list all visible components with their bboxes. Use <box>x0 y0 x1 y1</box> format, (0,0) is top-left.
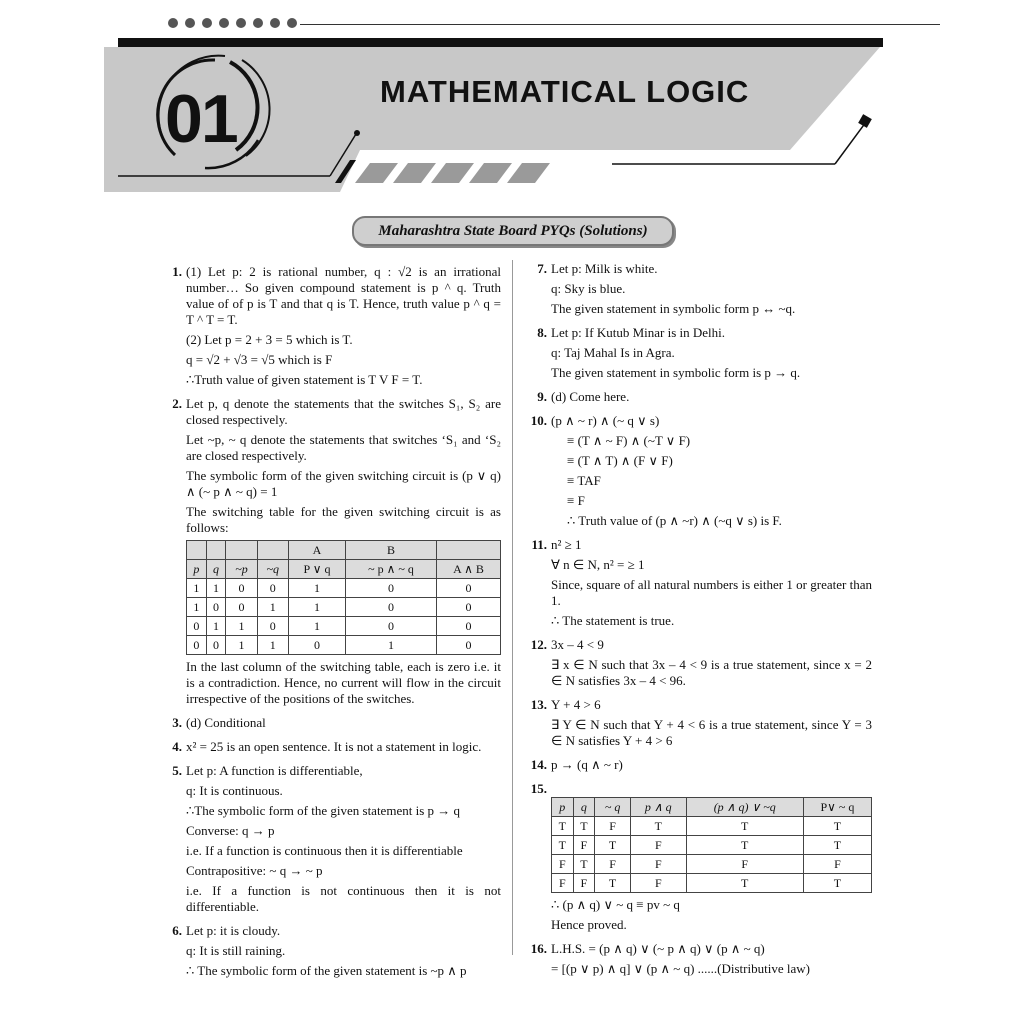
question-number: 12. <box>530 637 547 652</box>
answer-text: Let p: Milk is white. <box>551 261 658 276</box>
question-number: 4. <box>172 739 182 754</box>
table-row <box>552 836 872 855</box>
table-cell: 0 <box>436 636 500 655</box>
answer-text: Let ~p, ~ q denote the statements that switches ‘S₁ and ‘S₂ are closed respectively. <box>186 432 501 463</box>
question-3 <box>165 715 501 735</box>
answer-text: q: Sky is blue. <box>551 281 626 296</box>
truth-table <box>551 797 872 893</box>
table-header: ~p <box>226 560 257 579</box>
table-cell: 0 <box>257 617 288 636</box>
table-cell: 0 <box>346 579 437 598</box>
question-12 <box>530 637 872 693</box>
table-cell: 0 <box>436 617 500 636</box>
section-pill-label: Maharashtra State Board PYQs (Solutions) <box>378 222 648 239</box>
question-number: 14. <box>530 757 547 772</box>
answer-text: q: It is still raining. <box>186 943 286 958</box>
question-number: 15. <box>530 781 547 796</box>
table-cell: 1 <box>226 636 257 655</box>
table-cell: T <box>595 836 631 855</box>
question-number: 10. <box>530 413 547 428</box>
table-header: (p ∧ q) ∨ ~q <box>686 798 803 817</box>
column-divider <box>512 260 513 955</box>
table-row <box>187 579 501 598</box>
table-cell: T <box>803 817 871 836</box>
table-row <box>552 817 872 836</box>
answer-text: q: Taj Mahal Is in Agra. <box>551 345 675 360</box>
answer-text: ∃ x ∈ N such that 3x – 4 < 9 is a true statement, since x = 2 ∈ N satisfies 3x – 4 < 96. <box>551 657 872 688</box>
table-cell: F <box>631 855 687 874</box>
table-cell: T <box>573 855 595 874</box>
question-14 <box>530 757 872 777</box>
question-10 <box>530 413 872 533</box>
answer-text: In the last column of the switching table, each is zero i.e. it is a contradiction. Hence, no current will flow in the circuit irrespective of the positions of the switches. <box>186 659 501 706</box>
right-column <box>530 261 872 985</box>
table-header: p <box>552 798 574 817</box>
chapter-title: MATHEMATICAL LOGIC <box>380 74 750 109</box>
table-cell: F <box>803 855 871 874</box>
table-header: P ∨ q <box>288 560 345 579</box>
answer-text: ∃ Y ∈ N such that Y + 4 < 6 is a true statement, since Y = 3 ∈ N satisfies Y + 4 > 6 <box>551 717 872 748</box>
answer-text: ∴ The statement is true. <box>551 613 675 628</box>
table-cell: T <box>595 874 631 893</box>
table-cell: T <box>552 836 574 855</box>
answer-text: ∴ Truth value of (p ∧ ~r) ∧ (~q ∨ s) is F. <box>567 513 782 528</box>
question-number: 9. <box>537 389 547 404</box>
question-number: 5. <box>172 763 182 778</box>
answer-text: 3x – 4 < 9 <box>551 637 604 652</box>
question-16 <box>530 941 872 981</box>
answer-text: Let p: A function is differentiable, <box>186 763 363 778</box>
table-cell: 0 <box>257 579 288 598</box>
table-cell: 0 <box>187 636 207 655</box>
switching-table <box>186 540 501 655</box>
answer-text: (1) Let p: 2 is rational number, q : √2 is an irrational number… So given compound statement is p ^ q. Truth value of of p is T and that q is T. Hence, truth value p ^ q = T ^ T = T. <box>186 264 501 327</box>
table-cell: F <box>573 874 595 893</box>
answer-text: i.e. If a function is continuous then it is differentiable <box>186 843 463 858</box>
table-header: q <box>573 798 595 817</box>
table-cell <box>187 541 207 560</box>
table-cell: 1 <box>288 598 345 617</box>
question-9 <box>530 389 872 409</box>
table-cell: F <box>686 855 803 874</box>
table-cell: 1 <box>257 636 288 655</box>
answer-text: x² = 25 is an open sentence. It is not a statement in logic. <box>186 739 482 754</box>
table-header-row <box>552 798 872 817</box>
answer-text: Let p, q denote the statements that the switches S₁, S₂ are closed respectively. <box>186 396 501 427</box>
answer-text: (d) Conditional <box>186 715 266 730</box>
table-cell <box>436 541 500 560</box>
table-header: p ∧ q <box>631 798 687 817</box>
table-top-row <box>187 541 501 560</box>
table-cell: 1 <box>206 617 226 636</box>
question-number: 8. <box>537 325 547 340</box>
question-number: 3. <box>172 715 182 730</box>
table-cell: 0 <box>346 617 437 636</box>
answer-text: Y + 4 > 6 <box>551 697 601 712</box>
table-header: P∨ ~ q <box>803 798 871 817</box>
answer-text: The symbolic form of the given switching circuit is (p ∨ q) ∧ (~ p ∧ ~ q) = 1 <box>186 468 501 499</box>
answer-text: (d) Come here. <box>551 389 630 404</box>
table-cell: B <box>346 541 437 560</box>
table-header: p <box>187 560 207 579</box>
answer-text: i.e. If a function is not continuous then it is not differentiable. <box>186 883 501 914</box>
table-cell: 1 <box>187 598 207 617</box>
table-cell: 0 <box>436 579 500 598</box>
question-11 <box>530 537 872 633</box>
question-15 <box>530 781 872 937</box>
table-cell: T <box>686 874 803 893</box>
table-cell: 1 <box>206 579 226 598</box>
table-row <box>187 636 501 655</box>
left-column <box>165 264 501 987</box>
answer-text: Converse: q → p <box>186 823 275 838</box>
answer-text: ∴ (p ∧ q) ∨ ~ q ≡ pv ~ q <box>551 897 680 912</box>
table-cell: 1 <box>288 579 345 598</box>
table-cell: T <box>573 817 595 836</box>
table-cell: F <box>552 874 574 893</box>
answer-text: ∀ n ∈ N, n² = ≥ 1 <box>551 557 645 572</box>
question-number: 2. <box>172 396 182 411</box>
table-cell <box>257 541 288 560</box>
answer-text: n² ≥ 1 <box>551 537 582 552</box>
question-number: 7. <box>537 261 547 276</box>
section-pill <box>352 216 674 246</box>
table-cell: 0 <box>436 598 500 617</box>
question-number: 6. <box>172 923 182 938</box>
question-2 <box>165 396 501 711</box>
table-cell: T <box>686 836 803 855</box>
question-number: 11. <box>531 537 547 552</box>
table-cell: 0 <box>226 598 257 617</box>
answer-text: ≡ F <box>567 493 585 508</box>
table-cell: 1 <box>257 598 288 617</box>
table-header: A ∧ B <box>436 560 500 579</box>
answer-text: q: It is continuous. <box>186 783 283 798</box>
table-cell: 0 <box>206 636 226 655</box>
table-header: q <box>206 560 226 579</box>
answer-text: (2) Let p = 2 + 3 = 5 which is T. <box>186 332 353 347</box>
table-cell: 0 <box>226 579 257 598</box>
answer-text: ≡ (T ∧ T) ∧ (F ∨ F) <box>567 453 673 468</box>
table-header: ~ p ∧ ~ q <box>346 560 437 579</box>
table-header: ~q <box>257 560 288 579</box>
table-cell: 1 <box>187 579 207 598</box>
table-cell: 1 <box>288 617 345 636</box>
table-cell: T <box>803 874 871 893</box>
answer-text: The switching table for the given switching circuit is as follows: <box>186 504 501 535</box>
answer-text: L.H.S. = (p ∧ q) ∨ (~ p ∧ q) ∨ (p ∧ ~ q) <box>551 941 765 956</box>
answer-text: The given statement in symbolic form is p → q. <box>551 365 801 380</box>
question-1 <box>165 264 501 392</box>
table-cell: 1 <box>226 617 257 636</box>
table-header: ~ q <box>595 798 631 817</box>
table-row <box>187 617 501 636</box>
chapter-number: 01 <box>165 81 237 157</box>
table-cell: F <box>631 836 687 855</box>
table-header-row <box>187 560 501 579</box>
table-cell: A <box>288 541 345 560</box>
table-cell: F <box>595 817 631 836</box>
table-cell: F <box>631 874 687 893</box>
question-5 <box>165 763 501 919</box>
question-13 <box>530 697 872 753</box>
answer-text: ∴Truth value of given statement is T V F = T. <box>186 372 423 387</box>
answer-text: q = √2 + √3 = √5 which is F <box>186 352 333 367</box>
question-4 <box>165 739 501 759</box>
answer-text: ∴ The symbolic form of the given statement is ~p ∧ p <box>186 963 467 978</box>
table-cell: F <box>595 855 631 874</box>
table-cell: 0 <box>288 636 345 655</box>
question-number: 16. <box>530 941 547 956</box>
question-number: 1. <box>172 264 182 279</box>
answer-text: Hence proved. <box>551 917 627 932</box>
answer-text: ≡ (T ∧ ~ F) ∧ (~T ∨ F) <box>567 433 691 448</box>
answer-text: The given statement in symbolic form p ↔ ~q. <box>551 301 796 316</box>
question-number: 13. <box>530 697 547 712</box>
table-cell: 1 <box>346 636 437 655</box>
question-8 <box>530 325 872 385</box>
table-cell <box>226 541 257 560</box>
table-cell: 0 <box>206 598 226 617</box>
table-cell: T <box>803 836 871 855</box>
question-7 <box>530 261 872 321</box>
answer-text: Let p: it is cloudy. <box>186 923 281 938</box>
answer-text: Since, square of all natural numbers is either 1 or greater than 1. <box>551 577 872 608</box>
answer-text: Let p: If Kutub Minar is in Delhi. <box>551 325 726 340</box>
table-cell: T <box>686 817 803 836</box>
answer-text: ≡ TAF <box>567 473 601 488</box>
table-cell: F <box>573 836 595 855</box>
answer-text: p → (q ∧ ~ r) <box>551 757 623 772</box>
answer-text: ∴The symbolic form of the given statement is p → q <box>186 803 460 818</box>
table-row <box>552 874 872 893</box>
table-cell: 0 <box>346 598 437 617</box>
table-row <box>552 855 872 874</box>
table-cell: T <box>631 817 687 836</box>
answer-text: = [(p ∨ p) ∧ q] ∨ (p ∧ ~ q) ......(Distributive law) <box>551 961 810 976</box>
table-cell: F <box>552 855 574 874</box>
table-row <box>187 598 501 617</box>
answer-text: Contrapositive: ~ q → ~ p <box>186 863 323 878</box>
table-cell: T <box>552 817 574 836</box>
question-6 <box>165 923 501 983</box>
table-cell <box>206 541 226 560</box>
answer-text: (p ∧ ~ r) ∧ (~ q ∨ s) <box>551 413 660 428</box>
table-cell: 0 <box>187 617 207 636</box>
